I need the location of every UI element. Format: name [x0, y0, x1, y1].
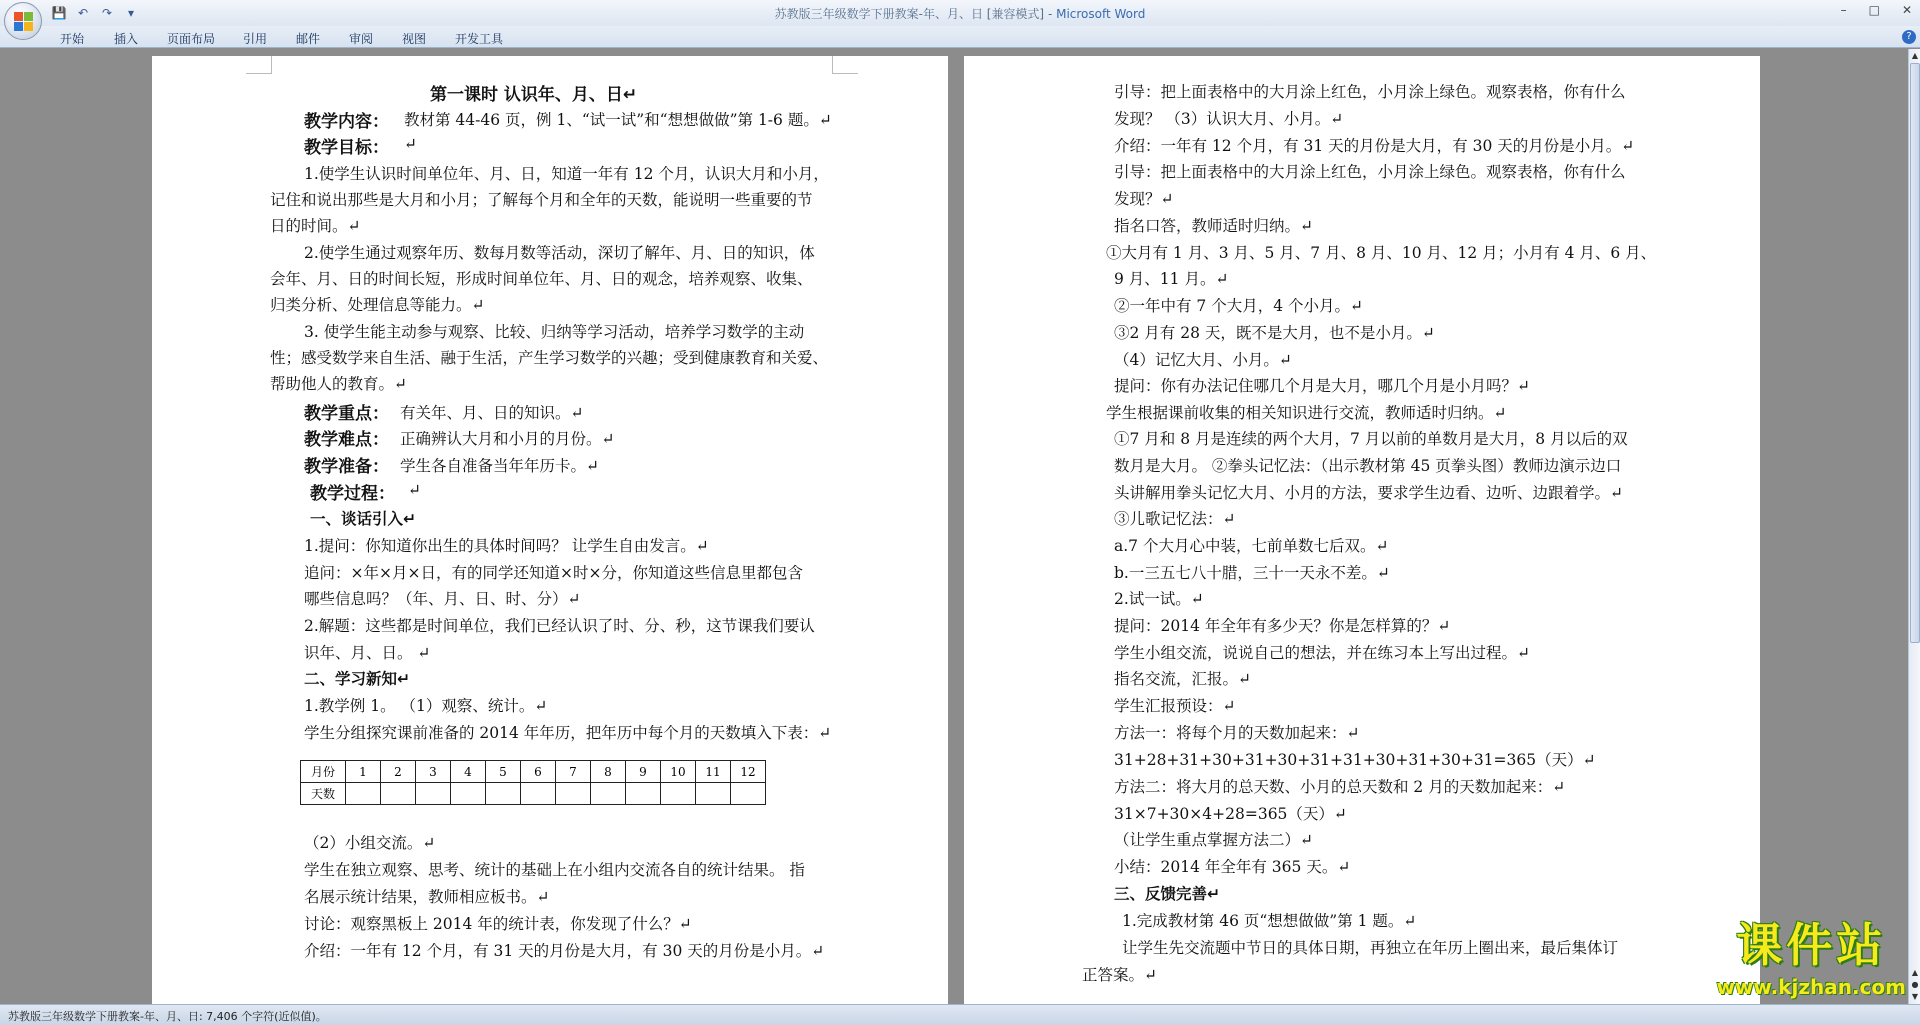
table-cell: 5: [486, 761, 521, 783]
document-page-left[interactable]: [152, 56, 948, 1011]
help-icon[interactable]: ?: [1902, 30, 1916, 44]
vertical-scrollbar[interactable]: [1908, 49, 1920, 1004]
table-cell: [346, 783, 381, 805]
doc-line: 会年、月、日的时间长短，形成时间单位年、月、日的观念，培养观察、收集、: [270, 270, 813, 288]
doc-line: 引导：把上面表格中的大月涂上红色，小月涂上绿色。观察表格，你有什么: [1114, 163, 1626, 181]
doc-line: 介绍：一年有 12 个月，有 31 天的月份是大月，有 30 天的月份是小月。↵: [1114, 137, 1635, 155]
doc-line: 数月是大月。 ②拳头记忆法：（出示教材第 45 页拳头图）教师边演示边口: [1114, 457, 1622, 475]
status-bar: [0, 1004, 1920, 1025]
section-heading: 三、反馈完善↵: [1114, 885, 1220, 903]
section-label: 教学内容：: [304, 112, 389, 132]
doc-line: （让学生重点掌握方法二）↵: [1114, 831, 1313, 849]
section-label: 教学目标：: [304, 138, 389, 158]
doc-line: 归类分析、处理信息等能力。↵: [270, 296, 485, 314]
doc-line: ①7 月和 8 月是连续的两个大月，7 月以前的单数月是大月，8 月以后的双: [1114, 430, 1628, 448]
tab-home[interactable]: 开始: [60, 32, 85, 46]
watermark-url: www.kjzhan.com: [1716, 975, 1906, 999]
doc-line: 学生小组交流，说说自己的想法，并在练习本上写出过程。↵: [1114, 644, 1530, 662]
customize-toolbar-icon[interactable]: ▾: [127, 5, 135, 20]
doc-line: 名展示统计结果，教师相应板书。↵: [304, 888, 550, 906]
select-browse-object-icon[interactable]: ●: [1911, 980, 1919, 989]
section-heading: 一、谈话引入↵: [310, 510, 416, 528]
table-cell: 6: [521, 761, 556, 783]
doc-line: 1.教学例 1。 （1）观察、统计。↵: [304, 697, 548, 715]
doc-line: 方法二：将大月的总天数、小月的总天数和 2 月的天数加起来：↵: [1114, 778, 1566, 796]
doc-line: 头讲解用拳头记忆大月、小月的方法，要求学生边看、边听、边跟着学。↵: [1114, 484, 1623, 502]
window-title: 苏教版三年级数学下册教案-年、月、日 [兼容模式] - Microsoft Word: [774, 7, 1146, 21]
title-bar: [0, 0, 1920, 26]
tab-developer[interactable]: 开发工具: [455, 32, 504, 46]
doc-line: 有关年、月、日的知识。↵: [400, 404, 584, 422]
section-label: 教学过程：: [310, 484, 395, 504]
doc-line: 日的时间。↵: [270, 217, 361, 235]
tab-references[interactable]: 引用: [243, 32, 268, 46]
document-page-right[interactable]: [964, 56, 1760, 1011]
undo-icon[interactable]: ↶: [77, 5, 89, 20]
doc-line: ①大月有 1 月、3 月、5 月、7 月、8 月、10 月、12 月；小月有 4 月、6 月、: [1106, 244, 1657, 262]
doc-line: 学生在独立观察、思考、统计的基础上在小组内交流各自的统计结果。 指: [304, 861, 805, 879]
status-text: 苏教版三年级数学下册教案-年、月、日: 7,406 个字符(近似值)。: [8, 1010, 327, 1023]
lesson-title: 第一课时 认识年、月、日↵: [430, 85, 638, 105]
ribbon-tabs: [0, 26, 1920, 48]
doc-line: 学生各自准备当年年历卡。↵: [400, 457, 599, 475]
doc-line: 哪些信息吗？（年、月、日、时、分）↵: [304, 590, 581, 608]
minimize-icon[interactable]: –: [1840, 3, 1847, 17]
doc-line: ②一年中有 7 个大月，4 个小月。↵: [1114, 297, 1363, 315]
doc-line: 1.提问：你知道你出生的具体时间吗？ 让学生自由发言。↵: [304, 537, 709, 555]
doc-line: 3. 使学生能主动参与观察、比较、归纳等学习活动，培养学习数学的主动: [304, 323, 805, 341]
doc-line: 介绍：一年有 12 个月，有 31 天的月份是大月，有 30 天的月份是小月。↵: [304, 942, 825, 960]
redo-icon[interactable]: ↷: [101, 5, 113, 20]
table-cell: [521, 783, 556, 805]
doc-line: 正答案。↵: [1082, 966, 1157, 984]
section-heading: 二、学习新知↵: [304, 670, 410, 688]
table-cell: 11: [696, 761, 731, 783]
table-cell: 2: [381, 761, 416, 783]
table-cell: [696, 783, 731, 805]
tab-insert[interactable]: 插入: [114, 32, 139, 46]
doc-line: 指名交流，汇报。↵: [1114, 670, 1251, 688]
table-cell: 4: [451, 761, 486, 783]
tab-view[interactable]: 视图: [402, 32, 427, 46]
doc-line: （2）小组交流。↵: [304, 834, 436, 852]
table-cell: [591, 783, 626, 805]
doc-line: 9 月、11 月。↵: [1114, 270, 1229, 288]
site-watermark: [1716, 909, 1906, 999]
doc-line: 31×7+30×4+28=365（天）↵: [1114, 805, 1347, 823]
margin-corner-mark: [246, 56, 272, 74]
doc-line: 识年、月、日。 ↵: [304, 644, 431, 662]
doc-line: ↵: [404, 135, 417, 153]
window-controls: [1841, 3, 1912, 17]
section-label: 教学重点：: [304, 404, 389, 424]
doc-line: 提问：你有办法记住哪几个月是大月，哪几个月是小月吗？↵: [1114, 377, 1530, 395]
doc-line: 2.解题：这些都是时间单位，我们已经认识了时、分、秒，这节课我们要认: [304, 617, 815, 635]
table-cell: [381, 783, 416, 805]
doc-line: 追问：×年×月×日，有的同学还知道×时×分，你知道这些信息里都包含: [304, 564, 803, 582]
doc-line: 让学生先交流题中节日的具体日期，再独立在年历上圈出来，最后集体订: [1122, 939, 1619, 957]
doc-line: 指名口答，教师适时归纳。↵: [1114, 217, 1313, 235]
section-label: 教学难点：: [304, 430, 389, 450]
table-cell: 7: [556, 761, 591, 783]
close-icon[interactable]: ✕: [1901, 3, 1912, 17]
scroll-up-icon[interactable]: ▲: [1911, 51, 1919, 60]
doc-line: 引导：把上面表格中的大月涂上红色，小月涂上绿色。观察表格，你有什么: [1114, 83, 1626, 101]
margin-corner-mark: [832, 56, 858, 74]
table-cell: 10: [661, 761, 696, 783]
doc-line: 2.试一试。↵: [1114, 590, 1204, 608]
doc-line: （4）记忆大月、小月。↵: [1114, 351, 1292, 369]
table-cell: 天数: [301, 783, 346, 805]
tab-page-layout[interactable]: 页面布局: [167, 32, 216, 46]
doc-line: 2.使学生通过观察年历、数每月数等活动，深切了解年、月、日的知识，体: [304, 244, 815, 262]
tab-review[interactable]: 审阅: [349, 32, 374, 46]
office-logo-icon: [14, 12, 34, 32]
scrollbar-thumb[interactable]: [1910, 63, 1920, 643]
table-row: [301, 761, 766, 783]
doc-line: ③2 月有 28 天，既不是大月，也不是小月。↵: [1114, 324, 1435, 342]
doc-line: 正确辨认大月和小月的月份。↵: [400, 430, 615, 448]
table-cell: [556, 783, 591, 805]
doc-line: 学生根据课前收集的相关知识进行交流，教师适时归纳。↵: [1106, 404, 1507, 422]
table-cell: 1: [346, 761, 381, 783]
table-cell: [626, 783, 661, 805]
doc-line: 提问：2014 年全年有多少天？你是怎样算的？↵: [1114, 617, 1451, 635]
doc-line: ↵: [408, 481, 421, 499]
section-label: 教学准备：: [304, 457, 389, 477]
table-cell: [661, 783, 696, 805]
table-cell: [451, 783, 486, 805]
doc-line: 教材第 44-46 页，例 1、“试一试”和“想想做做”第 1-6 题。↵: [404, 111, 832, 129]
table-cell: 12: [731, 761, 766, 783]
doc-line: 发现？↵: [1114, 190, 1174, 208]
table-row: [301, 783, 766, 805]
table-cell: [416, 783, 451, 805]
doc-line: 小结：2014 年全年有 365 天。↵: [1114, 858, 1351, 876]
tab-mailings[interactable]: 邮件: [296, 32, 321, 46]
doc-line: 讨论：观察黑板上 2014 年的统计表，你发现了什么？↵: [304, 915, 692, 933]
table-cell: 8: [591, 761, 626, 783]
doc-line: ③儿歌记忆法：↵: [1114, 510, 1236, 528]
previous-page-icon[interactable]: ▲: [1911, 968, 1919, 977]
doc-line: 方法一：将每个月的天数加起来：↵: [1114, 724, 1360, 742]
office-button[interactable]: [4, 2, 42, 40]
table-cell: 3: [416, 761, 451, 783]
save-icon[interactable]: 💾: [51, 5, 67, 20]
doc-line: 记住和说出那些是大月和小月；了解每个月和全年的天数，能说明一些重要的节: [270, 191, 813, 209]
doc-line: 学生汇报预设：↵: [1114, 697, 1236, 715]
doc-line: 1.使学生认识时间单位年、月、日，知道一年有 12 个月，认识大月和小月，: [304, 165, 829, 183]
doc-line: b.一三五七八十腊，三十一天永不差。↵: [1114, 564, 1390, 582]
doc-line: a.7 个大月心中装，七前单数七后双。↵: [1114, 537, 1389, 555]
doc-line: 1.完成教材第 46 页“想想做做”第 1 题。↵: [1122, 912, 1417, 930]
maximize-icon[interactable]: □: [1868, 3, 1880, 17]
month-days-table: [300, 760, 766, 805]
doc-line: 发现？ （3）认识大月、小月。↵: [1114, 110, 1344, 128]
table-cell: 9: [626, 761, 661, 783]
doc-line: 性；感受数学来自生活、融于生活，产生学习数学的兴趣；受到健康教育和关爱、: [270, 349, 829, 367]
doc-line: 帮助他人的教育。↵: [270, 375, 407, 393]
doc-line: 学生分组探究课前准备的 2014 年年历，把年历中每个月的天数填入下表：↵: [304, 724, 832, 742]
table-cell: [731, 783, 766, 805]
table-cell: 月份: [301, 761, 346, 783]
next-page-icon[interactable]: ▼: [1911, 992, 1919, 1001]
watermark-title: 课件站: [1736, 918, 1887, 972]
table-cell: [486, 783, 521, 805]
doc-line: 31+28+31+30+31+30+31+31+30+31+30+31=365（天）↵: [1114, 751, 1596, 769]
